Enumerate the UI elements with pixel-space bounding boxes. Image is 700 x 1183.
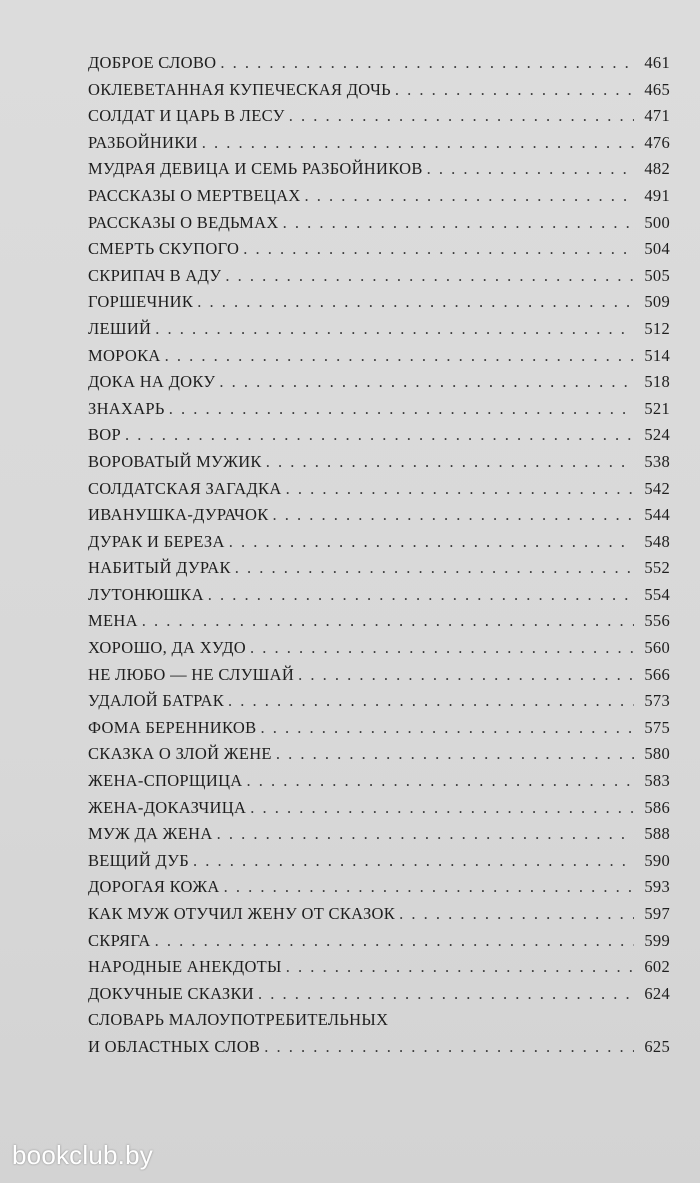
toc-entry — [88, 210, 670, 237]
toc-entry — [88, 316, 670, 343]
toc-entry-title: РАССКАЗЫ О ВЕДЬМАХ — [88, 212, 279, 232]
toc-entry-title: СОЛДАТ И ЦАРЬ В ЛЕСУ — [88, 106, 285, 126]
toc-entry — [88, 901, 670, 928]
dot-leader — [399, 901, 634, 928]
toc-entry-title: СКРЯГА — [88, 930, 151, 950]
toc-entry-page: 573 — [644, 691, 670, 711]
dot-leader — [298, 662, 634, 689]
toc-entry — [88, 77, 670, 104]
toc-entry-page: 524 — [644, 425, 670, 445]
toc-entry-page: 552 — [644, 558, 670, 578]
toc-entry-page: 521 — [644, 398, 670, 418]
toc-entry-page: 471 — [644, 106, 670, 126]
toc-entry — [88, 928, 670, 955]
toc-entry-title: ДОКУЧНЫЕ СКАЗКИ — [88, 983, 254, 1003]
dot-leader — [266, 449, 634, 476]
toc-entry — [88, 289, 670, 316]
toc-entry-title: ЖЕНА-СПОРЩИЦА — [88, 771, 243, 791]
toc-entry-title: КАК МУЖ ОТУЧИЛ ЖЕНУ ОТ СКАЗОК — [88, 904, 396, 923]
toc-entry-page: 514 — [644, 345, 670, 365]
dot-leader — [224, 874, 634, 901]
toc-entry — [88, 236, 670, 263]
dot-leader — [264, 1034, 634, 1061]
toc-entry — [88, 741, 670, 768]
toc-entry — [88, 156, 670, 183]
toc-entry-title: ИВАНУШКА-ДУРАЧОК — [88, 505, 269, 525]
dot-leader — [243, 236, 634, 263]
toc-entry-page: 566 — [644, 664, 670, 684]
toc-entry-title: МОРОКА — [88, 345, 161, 365]
toc-entry-title: ВОР — [88, 425, 121, 445]
dot-leader — [193, 848, 634, 875]
dot-leader — [202, 130, 634, 157]
dot-leader — [169, 396, 634, 423]
dot-leader — [258, 981, 634, 1008]
toc-entry-page: 625 — [644, 1036, 670, 1056]
toc-entry-title: ВЕЩИЙ ДУБ — [88, 850, 189, 870]
toc-entry-page: 602 — [644, 957, 670, 977]
toc-entry-page: 476 — [644, 132, 670, 152]
toc-entry — [88, 715, 670, 742]
dot-leader — [260, 715, 634, 742]
dot-leader — [286, 954, 634, 981]
toc-entry-page: 597 — [644, 904, 670, 923]
toc-entry-page: 538 — [644, 451, 670, 471]
toc-entry-page: 580 — [644, 744, 670, 764]
toc-entry-title-line2: И ОБЛАСТНЫХ СЛОВ — [88, 1036, 261, 1056]
table-of-contents — [88, 50, 670, 1061]
dot-leader — [427, 156, 634, 183]
toc-entry — [88, 688, 670, 715]
toc-entry-page: 518 — [644, 372, 670, 392]
toc-entry-title: СОЛДАТСКАЯ ЗАГАДКА — [88, 478, 282, 498]
dot-leader — [228, 688, 634, 715]
toc-entry — [88, 369, 670, 396]
dot-leader — [283, 210, 634, 237]
toc-entry-title: УДАЛОЙ БАТРАК — [88, 691, 225, 711]
dot-leader — [273, 502, 634, 529]
dot-leader — [220, 50, 634, 77]
dot-leader — [155, 928, 634, 955]
dot-leader — [219, 369, 634, 396]
toc-entry-dictionary — [88, 1007, 670, 1060]
toc-entry-page: 482 — [644, 159, 670, 179]
toc-entry-page: 583 — [644, 771, 670, 791]
toc-entry-page: 593 — [644, 877, 670, 897]
toc-entry-title: НАБИТЫЙ ДУРАК — [88, 558, 231, 578]
toc-entry — [88, 396, 670, 423]
toc-entry-title: ФОМА БЕРЕННИКОВ — [88, 717, 257, 737]
toc-entry — [88, 582, 670, 609]
toc-entry-title: ЛУТОНЮШКА — [88, 584, 204, 604]
toc-entry — [88, 449, 670, 476]
toc-entry — [88, 130, 670, 157]
toc-entry — [88, 981, 670, 1008]
toc-entry-title: ДОБРОЕ СЛОВО — [88, 53, 217, 72]
toc-entry-title: ОКЛЕВЕТАННАЯ КУПЕЧЕСКАЯ ДОЧЬ — [88, 79, 391, 99]
toc-entry-page: 548 — [644, 531, 670, 551]
toc-entry — [88, 529, 670, 556]
toc-entry-title: ЗНАХАРЬ — [88, 398, 165, 418]
toc-entry-page: 500 — [644, 212, 670, 232]
toc-entry-title: ДУРАК И БЕРЕЗА — [88, 531, 225, 551]
toc-entry-title: ХОРОШО, ДА ХУДО — [88, 638, 246, 658]
dot-leader — [289, 103, 634, 130]
toc-entry-page: 556 — [644, 611, 670, 631]
toc-entry-page: 509 — [644, 292, 670, 312]
toc-entry-title: ЛЕШИЙ — [88, 318, 152, 338]
toc-entry-title: НЕ ЛЮБО — НЕ СЛУШАЙ — [88, 664, 295, 684]
dot-leader — [286, 476, 634, 503]
toc-entry — [88, 821, 670, 848]
dot-leader — [250, 635, 634, 662]
dot-leader — [208, 582, 634, 609]
watermark: bookclub.by — [12, 1140, 153, 1170]
toc-entry — [88, 263, 670, 290]
toc-entry-page: 504 — [644, 239, 670, 259]
dot-leader — [125, 422, 634, 449]
toc-entry-page: 505 — [644, 265, 670, 285]
toc-entry — [88, 555, 670, 582]
toc-entry — [88, 50, 670, 77]
toc-entry-page: 560 — [644, 638, 670, 658]
toc-entry-title: ЖЕНА-ДОКАЗЧИЦА — [88, 797, 247, 817]
dot-leader — [229, 529, 634, 556]
toc-entry — [88, 635, 670, 662]
dot-leader — [197, 289, 634, 316]
toc-entry-title: СМЕРТЬ СКУПОГО — [88, 239, 240, 259]
toc-entry-title: МУЖ ДА ЖЕНА — [88, 824, 213, 844]
toc-entry-page: 590 — [644, 850, 670, 870]
toc-entry — [88, 874, 670, 901]
toc-entry-title: МЕНА — [88, 611, 138, 631]
toc-entry — [88, 662, 670, 689]
dot-leader — [155, 316, 634, 343]
toc-entry — [88, 768, 670, 795]
dot-leader — [142, 608, 634, 635]
toc-entry-page: 588 — [644, 824, 670, 844]
toc-entry-title: РАЗБОЙНИКИ — [88, 132, 198, 152]
dot-leader — [250, 795, 634, 822]
dot-leader — [276, 741, 634, 768]
toc-entry-title: ДОКА НА ДОКУ — [88, 372, 216, 392]
toc-entry-page: 599 — [644, 930, 670, 950]
toc-entry-title: СКРИПАЧ В АДУ — [88, 265, 222, 285]
toc-entry-page: 542 — [644, 478, 670, 498]
dot-leader — [225, 263, 634, 290]
toc-entry-page: 575 — [644, 717, 670, 737]
dot-leader — [395, 77, 634, 104]
dot-leader — [247, 768, 635, 795]
dot-leader — [165, 343, 634, 370]
toc-entry-page: 491 — [644, 185, 670, 205]
toc-entry-page: 586 — [644, 797, 670, 817]
toc-entry-page: 461 — [644, 53, 670, 72]
dot-leader — [235, 555, 634, 582]
toc-entry-page: 544 — [644, 505, 670, 525]
toc-entry-page: 554 — [644, 584, 670, 604]
toc-entry — [88, 502, 670, 529]
toc-entry-page: 512 — [644, 318, 670, 338]
toc-entry — [88, 343, 670, 370]
toc-entry-title: ВОРОВАТЫЙ МУЖИК — [88, 451, 262, 471]
toc-entry-page: 465 — [644, 79, 670, 99]
toc-entry-title: СКАЗКА О ЗЛОЙ ЖЕНЕ — [88, 744, 272, 764]
toc-entry-title: ДОРОГАЯ КОЖА — [88, 877, 220, 897]
dot-leader — [305, 183, 634, 210]
toc-entry-title-line1: СЛОВАРЬ МАЛОУПОТРЕБИТЕЛЬНЫХ — [88, 1010, 389, 1030]
toc-entry-title: МУДРАЯ ДЕВИЦА И СЕМЬ РАЗБОЙНИКОВ — [88, 159, 423, 179]
toc-entry — [88, 795, 670, 822]
toc-entry — [88, 608, 670, 635]
toc-entry — [88, 476, 670, 503]
toc-entry — [88, 848, 670, 875]
toc-entry-page: 624 — [644, 983, 670, 1003]
toc-entry — [88, 422, 670, 449]
toc-entry — [88, 103, 670, 130]
toc-entry — [88, 954, 670, 981]
toc-entry-title: НАРОДНЫЕ АНЕКДОТЫ — [88, 957, 282, 977]
toc-entry — [88, 183, 670, 210]
dot-leader — [217, 821, 634, 848]
toc-entry-title: ГОРШЕЧНИК — [88, 292, 194, 312]
toc-entry-title: РАССКАЗЫ О МЕРТВЕЦАХ — [88, 185, 301, 205]
